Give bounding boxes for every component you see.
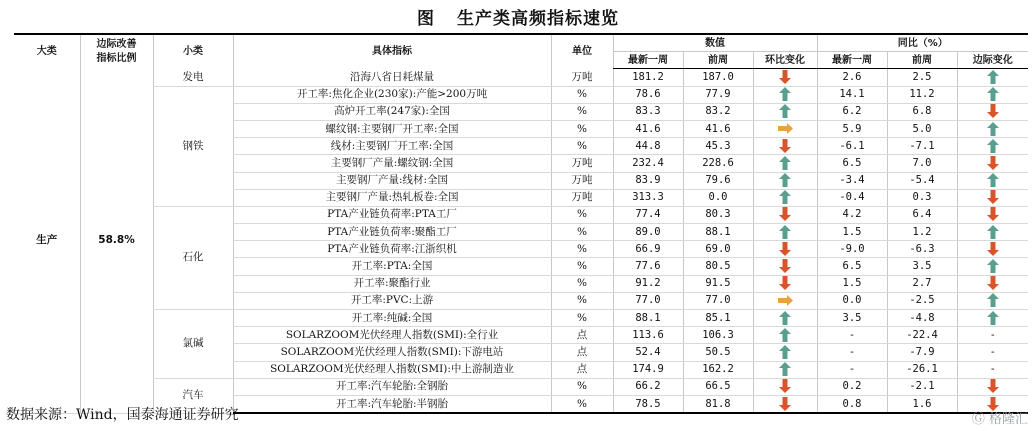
yoy-prev-cell: -26.1 xyxy=(887,361,957,378)
indicator-cell: 开工率:聚酯行业 xyxy=(233,275,551,292)
indicator-cell: SOLARZOOM光伏经理人指数(SMI):下游电站 xyxy=(233,344,551,361)
indicator-cell: 开工率:PVC:上游 xyxy=(233,292,551,309)
yoy-prev-cell: -6.3 xyxy=(887,241,957,258)
indicator-cell: PTA产业链负荷率:PTA工厂 xyxy=(233,206,551,223)
header-yoy-prev: 前周 xyxy=(887,52,957,69)
wow-change-cell xyxy=(753,310,817,327)
yoy-latest-cell: - xyxy=(817,327,887,344)
down-arrow-icon xyxy=(779,380,791,392)
up-arrow-icon xyxy=(987,294,999,306)
latest-value-cell: 313.3 xyxy=(613,189,683,206)
indicator-cell: 螺纹钢:主要钢厂开工率:全国 xyxy=(233,120,551,137)
latest-value-cell: 66.2 xyxy=(613,378,683,395)
prev-value-cell: 187.0 xyxy=(683,69,753,86)
up-arrow-icon xyxy=(987,174,999,186)
unit-cell: % xyxy=(551,206,613,223)
up-arrow-icon xyxy=(987,71,999,83)
up-arrow-icon xyxy=(779,174,791,186)
latest-value-cell: 66.9 xyxy=(613,241,683,258)
yoy-latest-cell: 5.9 xyxy=(817,120,887,137)
marginal-change-cell: - xyxy=(957,361,1028,378)
figure-title xyxy=(0,4,1036,29)
yoy-latest-cell: -6.1 xyxy=(817,138,887,155)
unit-cell: % xyxy=(551,395,613,413)
unit-cell: % xyxy=(551,258,613,275)
data-source-note: 数据来源：Wind，国泰海通证券研究 xyxy=(6,407,239,423)
unit-cell: % xyxy=(551,86,613,103)
wow-change-cell xyxy=(753,258,817,275)
yoy-latest-cell: 6.5 xyxy=(817,155,887,172)
down-arrow-icon xyxy=(779,208,791,220)
prev-value-cell: 45.3 xyxy=(683,138,753,155)
unit-cell: % xyxy=(551,292,613,309)
down-arrow-icon xyxy=(987,191,999,203)
yoy-prev-cell: -2.1 xyxy=(887,378,957,395)
yoy-prev-cell: 3.5 xyxy=(887,258,957,275)
indicator-cell: 开工率:焦化企业(230家):产能>200万吨 xyxy=(233,86,551,103)
header-subcategory: 小类 xyxy=(153,34,233,69)
latest-value-cell: 41.6 xyxy=(613,120,683,137)
latest-value-cell: 78.5 xyxy=(613,395,683,413)
unit-cell: 万吨 xyxy=(551,155,613,172)
header-category: 大类 xyxy=(14,34,80,69)
down-arrow-icon xyxy=(779,398,791,410)
marginal-change-cell xyxy=(957,69,1028,86)
yoy-prev-cell: -4.8 xyxy=(887,310,957,327)
table-row xyxy=(14,86,1028,103)
latest-value-cell: 113.6 xyxy=(613,327,683,344)
latest-value-cell: 44.8 xyxy=(613,138,683,155)
indicator-cell: PTA产业链负荷率:江浙织机 xyxy=(233,241,551,258)
marginal-change-cell xyxy=(957,206,1028,223)
down-arrow-icon xyxy=(987,208,999,220)
marginal-change-cell xyxy=(957,103,1028,120)
category-cell: 生产 xyxy=(14,69,80,413)
prev-value-cell: 106.3 xyxy=(683,327,753,344)
yoy-prev-cell: 2.5 xyxy=(887,69,957,86)
marginal-change-cell xyxy=(957,292,1028,309)
yoy-latest-cell: 1.5 xyxy=(817,224,887,241)
yoy-prev-cell: 2.7 xyxy=(887,275,957,292)
header-indicator: 具体指标 xyxy=(233,34,551,69)
indicator-cell: 主要钢厂产量:螺纹钢:全国 xyxy=(233,155,551,172)
unit-cell: 万吨 xyxy=(551,172,613,189)
up-arrow-icon xyxy=(779,105,791,117)
prev-value-cell: 66.5 xyxy=(683,378,753,395)
marginal-change-cell xyxy=(957,310,1028,327)
prev-value-cell: 91.5 xyxy=(683,275,753,292)
up-arrow-icon xyxy=(779,346,791,358)
yoy-prev-cell: 6.8 xyxy=(887,103,957,120)
yoy-latest-cell: 2.6 xyxy=(817,69,887,86)
header-unit: 单位 xyxy=(551,34,613,69)
unit-cell: % xyxy=(551,310,613,327)
prev-value-cell: 83.2 xyxy=(683,103,753,120)
latest-value-cell: 78.6 xyxy=(613,86,683,103)
latest-value-cell: 77.6 xyxy=(613,258,683,275)
prev-value-cell: 81.8 xyxy=(683,395,753,413)
yoy-prev-cell: -22.4 xyxy=(887,327,957,344)
unit-cell: 点 xyxy=(551,344,613,361)
unit-cell: % xyxy=(551,378,613,395)
down-arrow-icon xyxy=(987,105,999,117)
marginal-change-cell xyxy=(957,258,1028,275)
up-arrow-icon xyxy=(779,157,791,169)
prev-value-cell: 50.5 xyxy=(683,344,753,361)
unit-cell: % xyxy=(551,275,613,292)
wow-change-cell xyxy=(753,189,817,206)
yoy-prev-cell: -7.1 xyxy=(887,138,957,155)
unit-cell: 点 xyxy=(551,327,613,344)
flat-arrow-icon xyxy=(778,123,793,135)
header-marginal-change: 边际变化 xyxy=(957,52,1028,69)
subcategory-cell: 石化 xyxy=(153,206,233,309)
latest-value-cell: 77.4 xyxy=(613,206,683,223)
down-arrow-icon xyxy=(987,157,999,169)
table-row xyxy=(14,69,1028,86)
up-arrow-icon xyxy=(779,329,791,341)
yoy-prev-cell: -5.4 xyxy=(887,172,957,189)
production-indicator-table xyxy=(14,33,1028,414)
indicator-cell: 主要钢厂产量:热轧板卷:全国 xyxy=(233,189,551,206)
prev-value-cell: 69.0 xyxy=(683,241,753,258)
down-arrow-icon xyxy=(779,277,791,289)
yoy-latest-cell: 0.0 xyxy=(817,292,887,309)
up-arrow-icon xyxy=(987,88,999,100)
yoy-prev-cell: 6.4 xyxy=(887,206,957,223)
header-yoy-group: 同比（%） xyxy=(817,34,1028,52)
down-arrow-icon xyxy=(987,243,999,255)
unit-cell: 点 xyxy=(551,361,613,378)
yoy-latest-cell: 6.2 xyxy=(817,103,887,120)
prev-value-cell: 88.1 xyxy=(683,224,753,241)
yoy-latest-cell: 0.8 xyxy=(817,395,887,413)
yoy-latest-cell: 0.2 xyxy=(817,378,887,395)
latest-value-cell: 52.4 xyxy=(613,344,683,361)
subcategory-cell: 发电 xyxy=(153,69,233,86)
header-latest-week: 最新一周 xyxy=(613,52,683,69)
subcategory-cell: 氯碱 xyxy=(153,310,233,379)
prev-value-cell: 77.9 xyxy=(683,86,753,103)
latest-value-cell: 91.2 xyxy=(613,275,683,292)
wow-change-cell xyxy=(753,206,817,223)
yoy-latest-cell: 14.1 xyxy=(817,86,887,103)
header-prev-week: 前周 xyxy=(683,52,753,69)
yoy-prev-cell: -2.5 xyxy=(887,292,957,309)
latest-value-cell: 77.0 xyxy=(613,292,683,309)
down-arrow-icon xyxy=(779,71,791,83)
unit-cell: % xyxy=(551,224,613,241)
wow-change-cell xyxy=(753,292,817,309)
table-row xyxy=(14,310,1028,327)
down-arrow-icon xyxy=(987,277,999,289)
yoy-prev-cell: 1.6 xyxy=(887,395,957,413)
wow-change-cell xyxy=(753,361,817,378)
indicator-cell: SOLARZOOM光伏经理人指数(SMI):全行业 xyxy=(233,327,551,344)
indicator-cell: 开工率:汽车轮胎:全钢胎 xyxy=(233,378,551,395)
wow-change-cell xyxy=(753,138,817,155)
unit-cell: 万吨 xyxy=(551,189,613,206)
wow-change-cell xyxy=(753,172,817,189)
latest-value-cell: 83.3 xyxy=(613,103,683,120)
indicator-cell: 开工率:纯碱:全国 xyxy=(233,310,551,327)
unit-cell: % xyxy=(551,120,613,137)
yoy-latest-cell: -3.4 xyxy=(817,172,887,189)
indicator-cell: 开工率:PTA:全国 xyxy=(233,258,551,275)
wow-change-cell xyxy=(753,275,817,292)
wow-change-cell xyxy=(753,120,817,137)
header-wow-change: 环比变化 xyxy=(753,52,817,69)
wow-change-cell xyxy=(753,395,817,413)
yoy-latest-cell: -0.4 xyxy=(817,189,887,206)
wow-change-cell xyxy=(753,155,817,172)
up-arrow-icon xyxy=(987,312,999,324)
yoy-prev-cell: -7.9 xyxy=(887,344,957,361)
header-yoy-latest: 最新一周 xyxy=(817,52,887,69)
latest-value-cell: 89.0 xyxy=(613,224,683,241)
prev-value-cell: 80.5 xyxy=(683,258,753,275)
up-arrow-icon xyxy=(987,140,999,152)
wow-change-cell xyxy=(753,241,817,258)
up-arrow-icon xyxy=(779,363,791,375)
prev-value-cell: 41.6 xyxy=(683,120,753,137)
latest-value-cell: 83.9 xyxy=(613,172,683,189)
marginal-change-cell: - xyxy=(957,344,1028,361)
up-arrow-icon xyxy=(779,226,791,238)
prev-value-cell: 79.6 xyxy=(683,172,753,189)
marginal-change-cell xyxy=(957,189,1028,206)
wow-change-cell xyxy=(753,69,817,86)
improve-ratio-cell: 58.8% xyxy=(80,69,153,413)
yoy-prev-cell: 1.2 xyxy=(887,224,957,241)
unit-cell: % xyxy=(551,103,613,120)
unit-cell: % xyxy=(551,241,613,258)
up-arrow-icon xyxy=(779,312,791,324)
unit-cell: % xyxy=(551,138,613,155)
indicator-cell: 开工率:汽车轮胎:半钢胎 xyxy=(233,395,551,413)
figure-label: 图 xyxy=(417,9,435,29)
prev-value-cell: 85.1 xyxy=(683,310,753,327)
wow-change-cell xyxy=(753,327,817,344)
marginal-change-cell: - xyxy=(957,327,1028,344)
subcategory-cell: 钢铁 xyxy=(153,86,233,206)
wow-change-cell xyxy=(753,344,817,361)
watermark-logo: Ⓖ 格隆汇 xyxy=(971,412,1028,427)
latest-value-cell: 232.4 xyxy=(613,155,683,172)
indicator-cell: 沿海八省日耗煤量 xyxy=(233,69,551,86)
yoy-latest-cell: - xyxy=(817,344,887,361)
marginal-change-cell xyxy=(957,120,1028,137)
up-arrow-icon xyxy=(779,88,791,100)
marginal-change-cell xyxy=(957,138,1028,155)
unit-cell: 万吨 xyxy=(551,69,613,86)
down-arrow-icon xyxy=(987,380,999,392)
wow-change-cell xyxy=(753,86,817,103)
wow-change-cell xyxy=(753,378,817,395)
up-arrow-icon xyxy=(987,123,999,135)
prev-value-cell: 0.0 xyxy=(683,189,753,206)
prev-value-cell: 80.3 xyxy=(683,206,753,223)
yoy-latest-cell: - xyxy=(817,361,887,378)
yoy-prev-cell: 11.2 xyxy=(887,86,957,103)
marginal-change-cell xyxy=(957,172,1028,189)
prev-value-cell: 228.6 xyxy=(683,155,753,172)
yoy-latest-cell: 4.2 xyxy=(817,206,887,223)
indicator-cell: 高炉开工率(247家):全国 xyxy=(233,103,551,120)
yoy-latest-cell: 1.5 xyxy=(817,275,887,292)
marginal-change-cell xyxy=(957,241,1028,258)
header-values-group: 数值 xyxy=(613,34,817,52)
up-arrow-icon xyxy=(987,226,999,238)
up-arrow-icon xyxy=(987,260,999,272)
indicator-cell: 线材:主要钢厂开工率:全国 xyxy=(233,138,551,155)
indicator-cell: SOLARZOOM光伏经理人指数(SMI):中上游制造业 xyxy=(233,361,551,378)
marginal-change-cell xyxy=(957,86,1028,103)
marginal-change-cell xyxy=(957,275,1028,292)
figure-title-text: 生产类高频指标速览 xyxy=(457,9,619,29)
indicator-cell: PTA产业链负荷率:聚酯工厂 xyxy=(233,224,551,241)
latest-value-cell: 88.1 xyxy=(613,310,683,327)
down-arrow-icon xyxy=(779,260,791,272)
prev-value-cell: 77.0 xyxy=(683,292,753,309)
marginal-change-cell xyxy=(957,224,1028,241)
yoy-prev-cell: 5.0 xyxy=(887,120,957,137)
prev-value-cell: 162.2 xyxy=(683,361,753,378)
down-arrow-icon xyxy=(779,140,791,152)
header-improve-ratio: 边际改善 指标比例 xyxy=(80,34,153,69)
latest-value-cell: 181.2 xyxy=(613,69,683,86)
wow-change-cell xyxy=(753,103,817,120)
table-row xyxy=(14,206,1028,223)
wow-change-cell xyxy=(753,224,817,241)
yoy-prev-cell: 0.3 xyxy=(887,189,957,206)
yoy-latest-cell: -9.0 xyxy=(817,241,887,258)
subcategory-cell: 汽车 xyxy=(153,378,233,413)
marginal-change-cell xyxy=(957,378,1028,395)
table-row xyxy=(14,378,1028,395)
indicator-cell: 主要钢厂产量:线材:全国 xyxy=(233,172,551,189)
yoy-latest-cell: 3.5 xyxy=(817,310,887,327)
yoy-prev-cell: 7.0 xyxy=(887,155,957,172)
marginal-change-cell xyxy=(957,155,1028,172)
yoy-latest-cell: 6.5 xyxy=(817,258,887,275)
down-arrow-icon xyxy=(779,243,791,255)
up-arrow-icon xyxy=(779,191,791,203)
latest-value-cell: 174.9 xyxy=(613,361,683,378)
flat-arrow-icon xyxy=(778,294,793,306)
